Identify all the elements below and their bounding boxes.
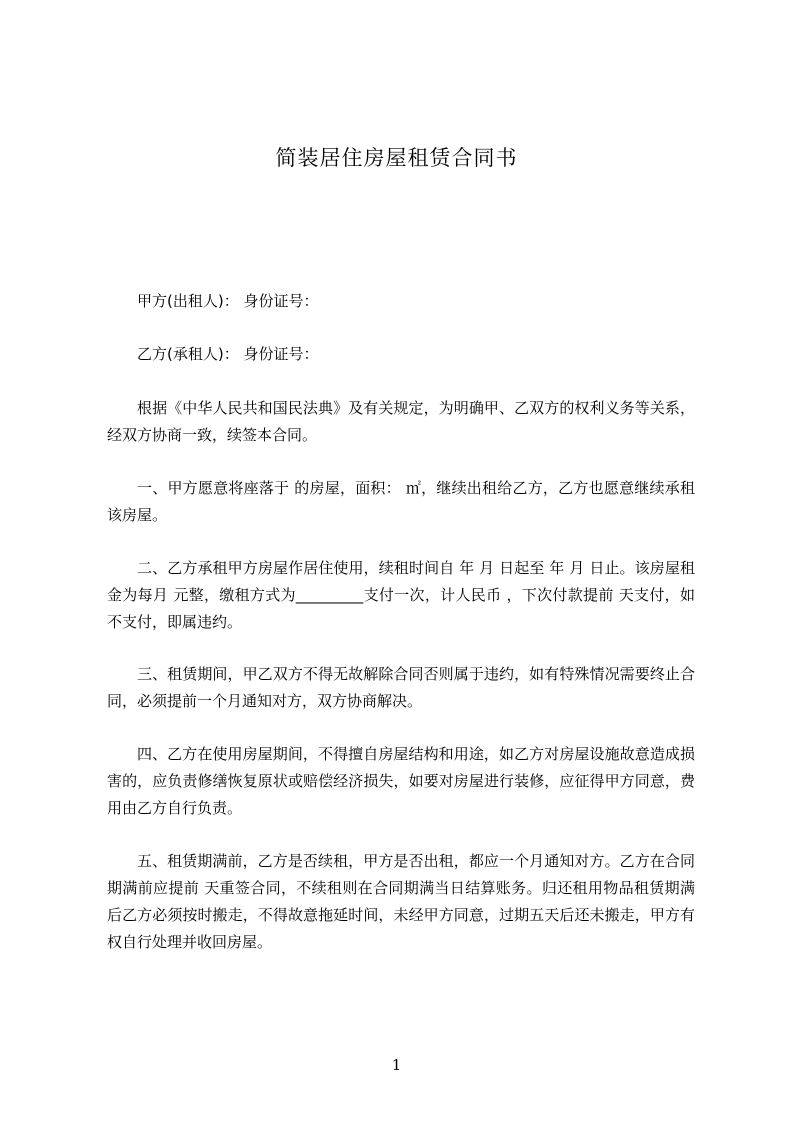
party-b-line [107,341,695,368]
preamble-text: 根据《中华人民共和国民法典》及有关规定，为明确甲、乙双方的权利义务等关系，经双方协商一致，续签本合同。 [107,399,695,444]
party-b-text: 乙方(承租人)： 身份证号： [137,345,319,363]
clause-2-paragraph [107,555,695,636]
clause-5-text: 五、租赁期满前，乙方是否续租，甲方是否出租，都应一个月通知对方。乙方在合同期满前应提前 天重签合同，不续租则在合同期满当日结算账务。归还租用物品租赁期满后乙方必须按时搬走，不得故意拖延时间，未经甲方同意，过期五天后还未搬走，甲方有权自行处理并收回房屋。 [107,852,695,951]
document-title: 简装居住房屋租赁合同书 [275,146,518,170]
clause-4-paragraph [107,741,695,822]
clause-2-text: 二、乙方承租甲方房屋作居住使用，续租时间自 年 月 日起至 年 月 日止。该房屋租金为每月 元整，缴租方式为_________支付一次，计人民币 ，下次付款提前 天支付，如不支付，即属违约。 [107,559,695,631]
clause-3-text: 三、租赁期间，甲乙双方不得无故解除合同否则属于违约，如有特殊情况需要终止合同，必须提前一个月通知对方，双方协商解决。 [107,665,695,710]
party-a-text: 甲方(出租人)： 身份证号： [137,292,319,310]
party-a-line [107,288,695,315]
clause-5-paragraph [107,848,695,956]
page-number: 1 [391,1056,402,1074]
preamble-paragraph [107,395,695,449]
clause-1-text: 一、甲方愿意将座落于 的房屋，面积： ㎡，继续出租给乙方，乙方也愿意继续承租该房屋。 [107,479,695,524]
clause-1-paragraph [107,475,695,529]
clause-3-paragraph [107,661,695,715]
clause-4-text: 四、乙方在使用房屋期间，不得擅自房屋结构和用途，如乙方对房屋设施故意造成损害的，应负责修缮恢复原状或赔偿经济损失，如要对房屋进行装修，应征得甲方同意，费用由乙方自行负责。 [107,745,695,817]
